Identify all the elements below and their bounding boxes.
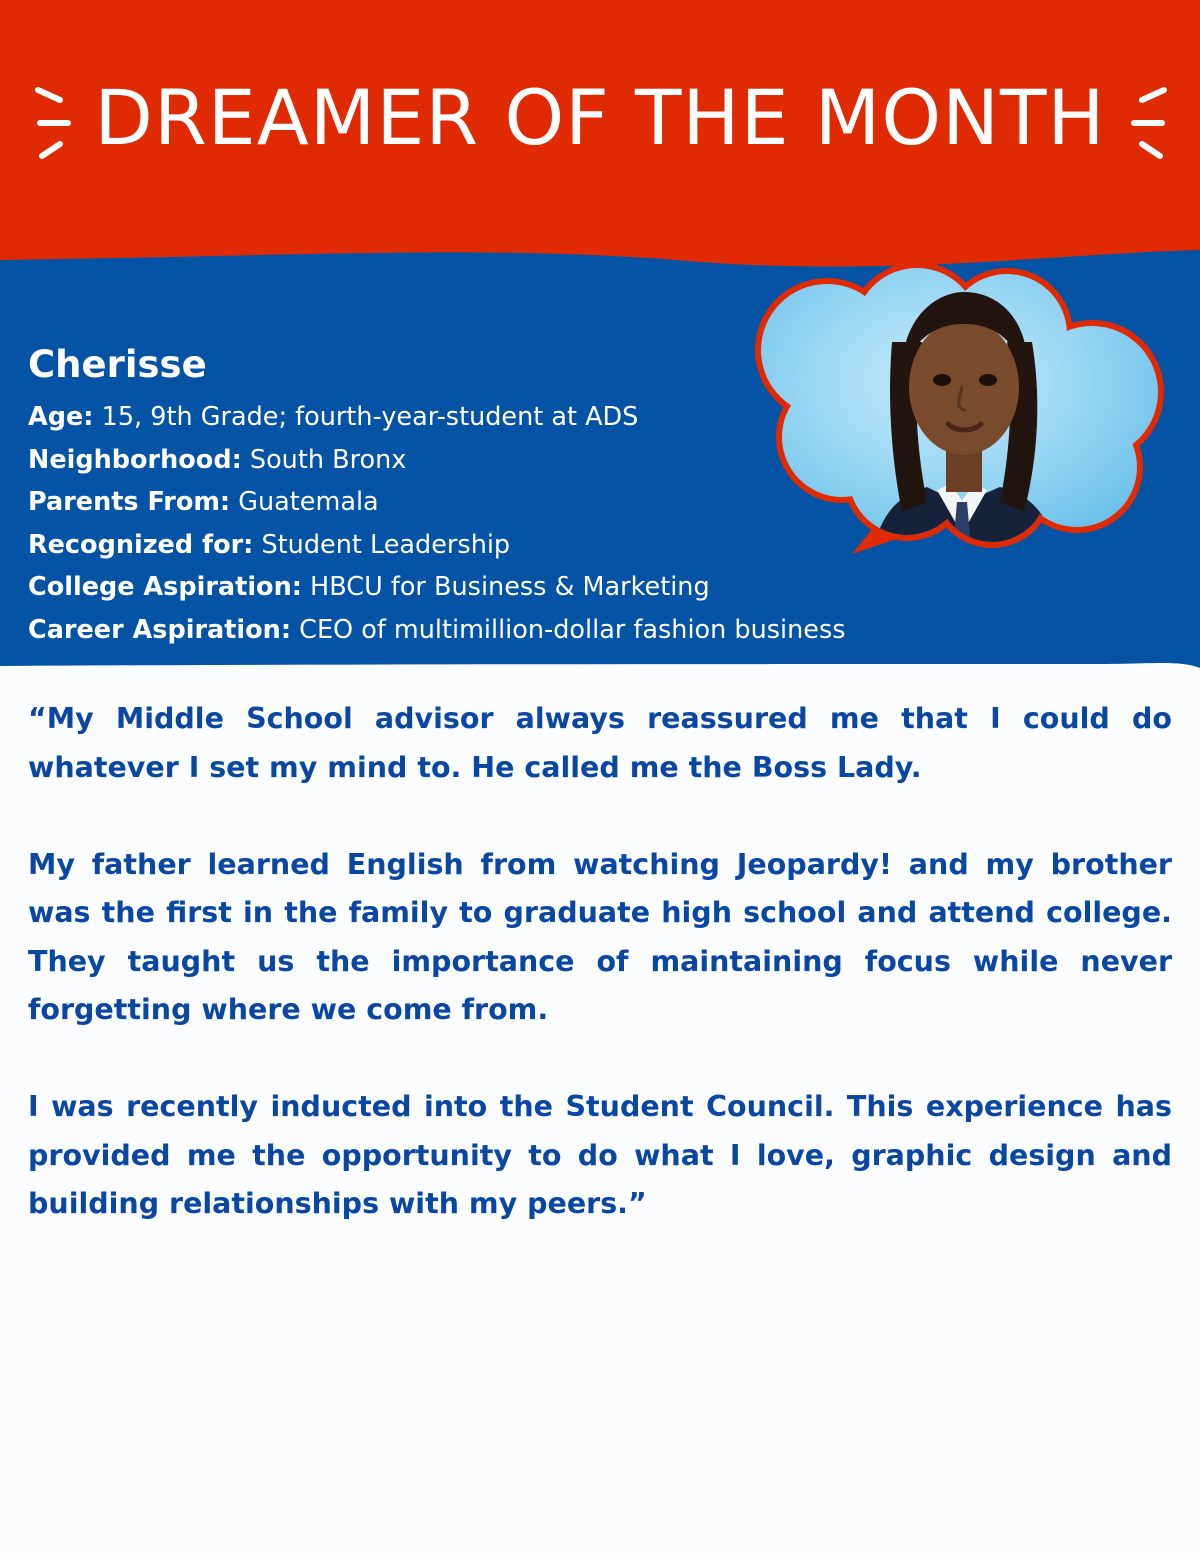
page-title: DREAMER OF THE MONTH xyxy=(94,73,1106,162)
fact-recognized-for xyxy=(28,524,846,567)
fact-value: South Bronx xyxy=(249,444,407,475)
quote-paragraph: My father learned English from watching Jeopardy! and my brother was the first in the family to graduate high school and attend college. They taught us the importance of maintaining focus while never forgetting where we come from. xyxy=(28,847,1172,1026)
fact-label: Recognized for: xyxy=(28,529,254,560)
fact-college-aspiration xyxy=(28,566,846,609)
fact-label: Age: xyxy=(28,402,94,432)
fact-parents-from xyxy=(28,481,846,524)
quote-paragraph: “My Middle School advisor always reassured me that I could do whatever I set my mind to. He called me the Boss Lady. xyxy=(28,702,1172,784)
student-quote xyxy=(28,695,1172,1277)
fact-value: 15, 9th Grade; fourth-year-student at ADS xyxy=(101,402,639,432)
profile-facts xyxy=(28,396,846,652)
fact-label: College Aspiration: xyxy=(28,572,302,603)
fact-label: Career Aspiration: xyxy=(28,614,292,645)
fact-value: Student Leadership xyxy=(261,529,511,560)
fact-value: CEO of multimillion-dollar fashion business xyxy=(299,614,846,645)
fact-age xyxy=(28,396,846,439)
fact-value: Guatemala xyxy=(238,487,379,518)
fact-career-aspiration xyxy=(28,609,846,652)
student-name: Cherisse xyxy=(28,343,207,386)
fact-neighborhood xyxy=(28,439,846,482)
fact-label: Neighborhood: xyxy=(28,444,242,475)
student-portrait xyxy=(752,262,1177,562)
fact-label: Parents From: xyxy=(28,487,231,518)
quote-paragraph: I was recently inducted into the Student Council. This experience has provided me the opportunity to do what I love, graphic design and building relationships with my peers.” xyxy=(28,1090,1172,1220)
fact-value: HBCU for Business & Marketing xyxy=(310,572,710,603)
